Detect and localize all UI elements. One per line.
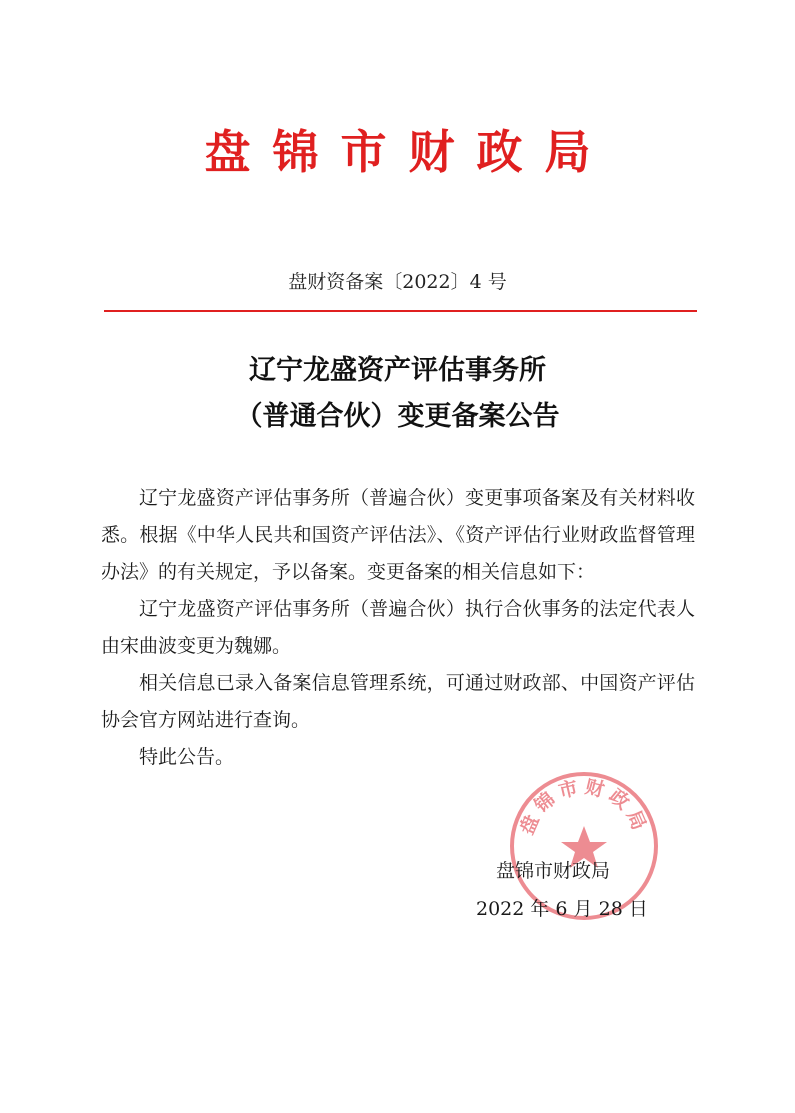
signature-organization: 盘锦市财政局 [496,860,611,882]
title-line-1: 辽宁龙盛资产评估事务所 [249,355,546,386]
document-number: 盘财资备案〔2022〕4 号 [288,271,507,293]
signature-date: 2022 年 6 月 28 日 [476,898,648,920]
notice-body [101,480,695,776]
body-paragraph: 辽宁龙盛资产评估事务所（普遍合伙）执行合伙事务的法定代表人由宋曲波变更为魏娜。 [101,598,695,657]
body-paragraph: 相关信息已录入备案信息管理系统，可通过财政部、中国资产评估协会官方网站进行查询。 [101,672,695,731]
body-paragraph: 辽宁龙盛资产评估事务所（普遍合伙）变更事项备案及有关材料收悉。根据《中华人民共和国资产评估法》、《资产评估行业财政监督管理办法》的有关规定，予以备案。变更备案的相关信息如下： [101,487,695,583]
seal-text: 盘锦市财政局 [515,775,653,838]
issuing-authority-header: 盘锦市财政局 [204,125,613,179]
title-line-2: （普通合伙）变更备案公告 [235,401,560,432]
body-paragraph: 特此公告。 [139,746,235,768]
red-divider-rule [104,310,697,312]
signature-block [476,852,676,928]
notice-title [0,348,795,440]
